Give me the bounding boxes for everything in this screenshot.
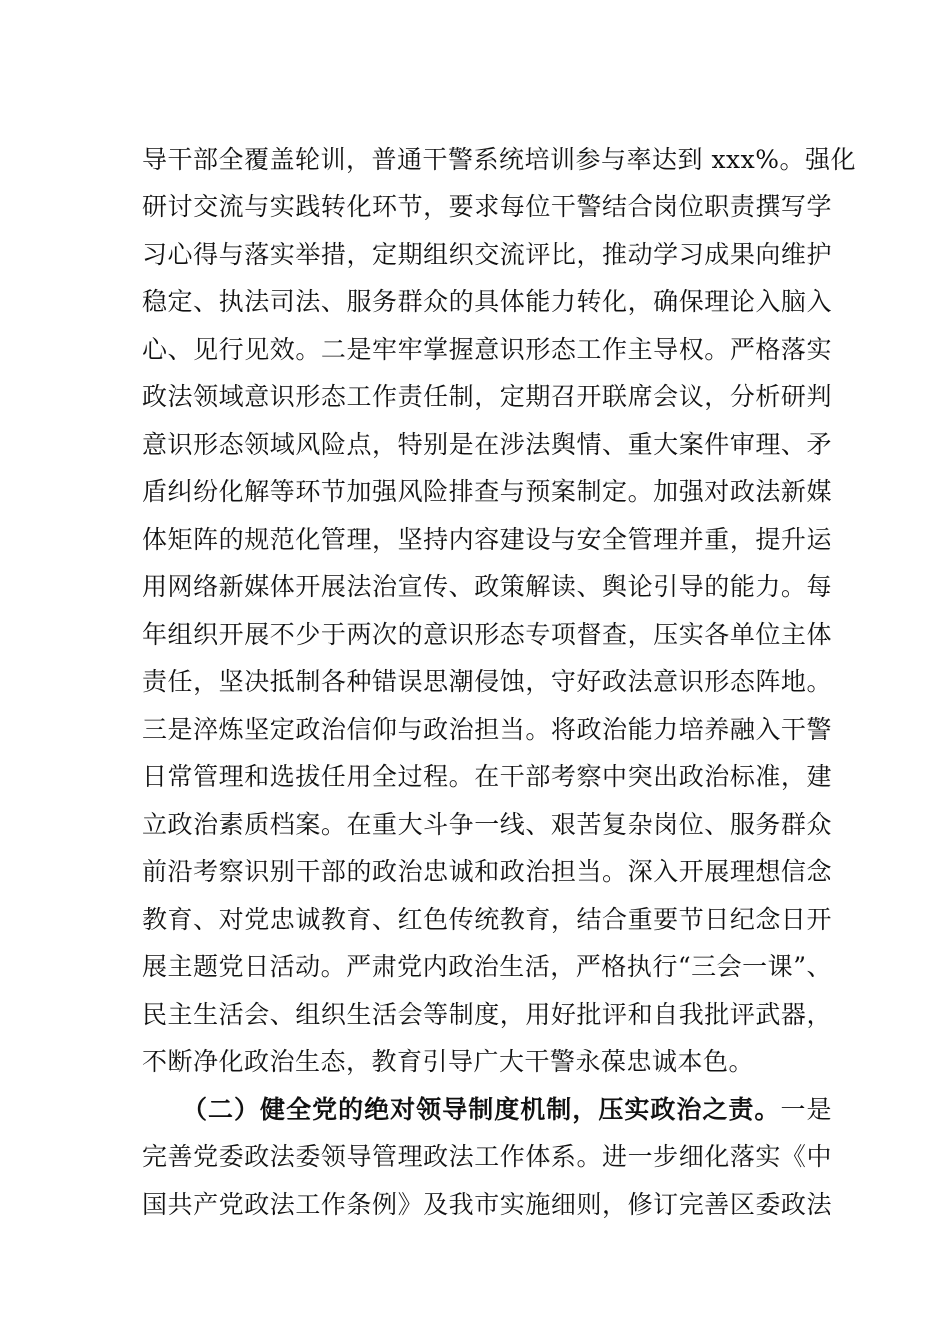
text-line-20: 不断净化政治生态，教育引导广大干警永葆忠诚本色。 xyxy=(142,1047,755,1076)
section-line-1: 完善党委政法委领导管理政法工作体系。进一步细化落实《中 xyxy=(142,1142,832,1171)
text-line-18: 展主题党日活动。严肃党内政治生活，严格执行“三会一课”、 xyxy=(142,952,832,981)
text-line-11: 年组织开展不少于两次的意识形态专项督查，压实各单位主体 xyxy=(142,620,832,649)
text-line-13: 三是淬炼坚定政治信仰与政治担当。将政治能力培养融入干警 xyxy=(142,715,832,744)
text-line-1: 导干部全覆盖轮训，普通干警系统培训参与率达到 xxx%。强化 xyxy=(142,145,857,174)
text-line-4: 稳定、执法司法、服务群众的具体能力转化，确保理论入脑入 xyxy=(142,287,832,316)
text-line-2: 研讨交流与实践转化环节，要求每位干警结合岗位职责撰写学 xyxy=(142,192,832,221)
text-line-3: 习心得与落实举措，定期组织交流评比，推动学习成果向维护 xyxy=(142,240,832,269)
text-line-8: 盾纠纷化解等环节加强风险排查与预案制定。加强对政法新媒 xyxy=(142,477,832,506)
text-line-15: 立政治素质档案。在重大斗争一线、艰苦复杂岗位、服务群众 xyxy=(142,810,832,839)
section-heading-rest: 一是 xyxy=(780,1095,832,1124)
text-line-9: 体矩阵的规范化管理，坚持内容建设与安全管理并重，提升运 xyxy=(142,525,832,554)
text-line-6: 政法领域意识形态工作责任制，定期召开联席会议，分析研判 xyxy=(142,382,832,411)
text-line-16: 前沿考察识别干部的政治忠诚和政治担当。深入开展理想信念 xyxy=(142,857,832,886)
text-line-5: 心、见行见效。二是牢牢掌握意识形态工作主导权。严格落实 xyxy=(142,335,832,364)
text-line-14: 日常管理和选拔任用全过程。在干部考察中突出政治标准，建 xyxy=(142,762,832,791)
text-line-10: 用网络新媒体开展法治宣传、政策解读、舆论引导的能力。每 xyxy=(142,572,832,601)
section-heading: （二）健全党的绝对领导制度机制，压实政治之责。 xyxy=(182,1095,781,1124)
text-line-17: 教育、对党忠诚教育、红色传统教育，结合重要节日纪念日开 xyxy=(142,905,832,934)
section-line-2: 国共产党政法工作条例》及我市实施细则，修订完善区委政法 xyxy=(142,1190,832,1219)
text-line-7: 意识形态领域风险点，特别是在涉法舆情、重大案件审理、矛 xyxy=(142,430,832,459)
text-line-19: 民主生活会、组织生活会等制度，用好批评和自我批评武器， xyxy=(142,1000,832,1029)
section-heading-line xyxy=(182,1091,832,1129)
text-line-12: 责任，坚决抵制各种错误思潮侵蚀，守好政法意识形态阵地。 xyxy=(142,667,832,696)
